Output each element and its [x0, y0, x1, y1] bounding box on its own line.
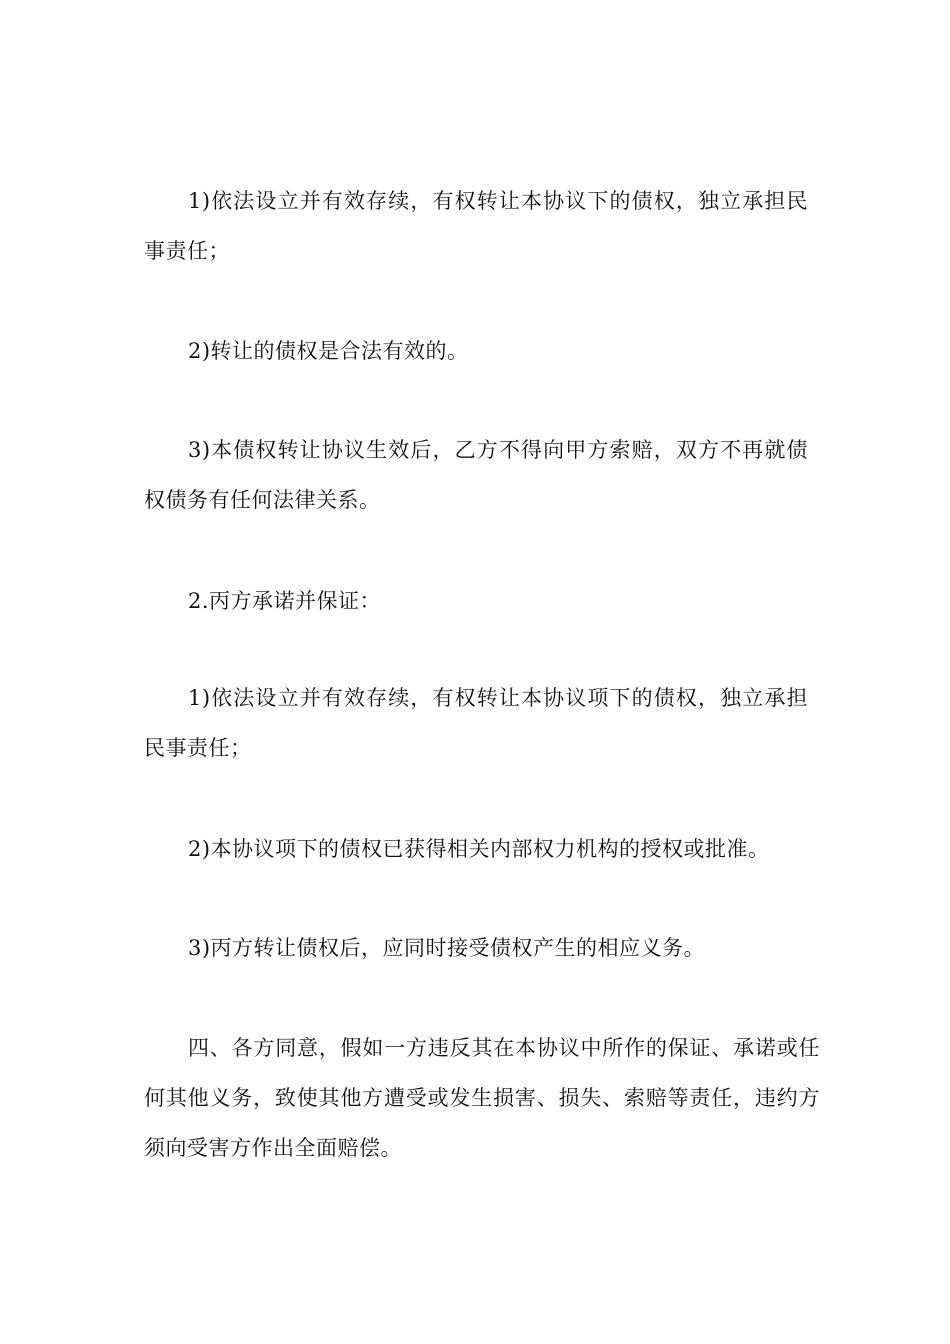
paragraph-party-c-item-1: 1)依法设立并有效存续，有权转让本协议项下的债权，独立承担民事责任；	[144, 686, 808, 760]
paragraph-party-a-item-2: 2)转让的债权是合法有效的。	[188, 339, 469, 363]
paragraph-party-c-item-2: 2)本协议项下的债权已获得相关内部权力机构的授权或批准。	[188, 837, 770, 861]
paragraph-party-a-item-1: 1)依法设立并有效存续，有权转让本协议下的债权，独立承担民事责任；	[144, 189, 808, 263]
paragraph-party-c-item-3: 3)丙方转让债权后，应同时接受债权产生的相应义务。	[188, 936, 706, 960]
paragraph-party-a-item-3: 3)本债权转让协议生效后，乙方不得向甲方索赔，双方不再就债权债务有任何法律关系。	[144, 438, 808, 512]
paragraph-section-four: 四、各方同意，假如一方违反其在本协议中所作的保证、承诺或任何其他义务，致使其他方遭受或发生损害、损失、索赔等责任，违约方须向受害方作出全面赔偿。	[144, 1036, 820, 1160]
paragraph-party-c-heading: 2.丙方承诺并保证：	[188, 589, 382, 613]
